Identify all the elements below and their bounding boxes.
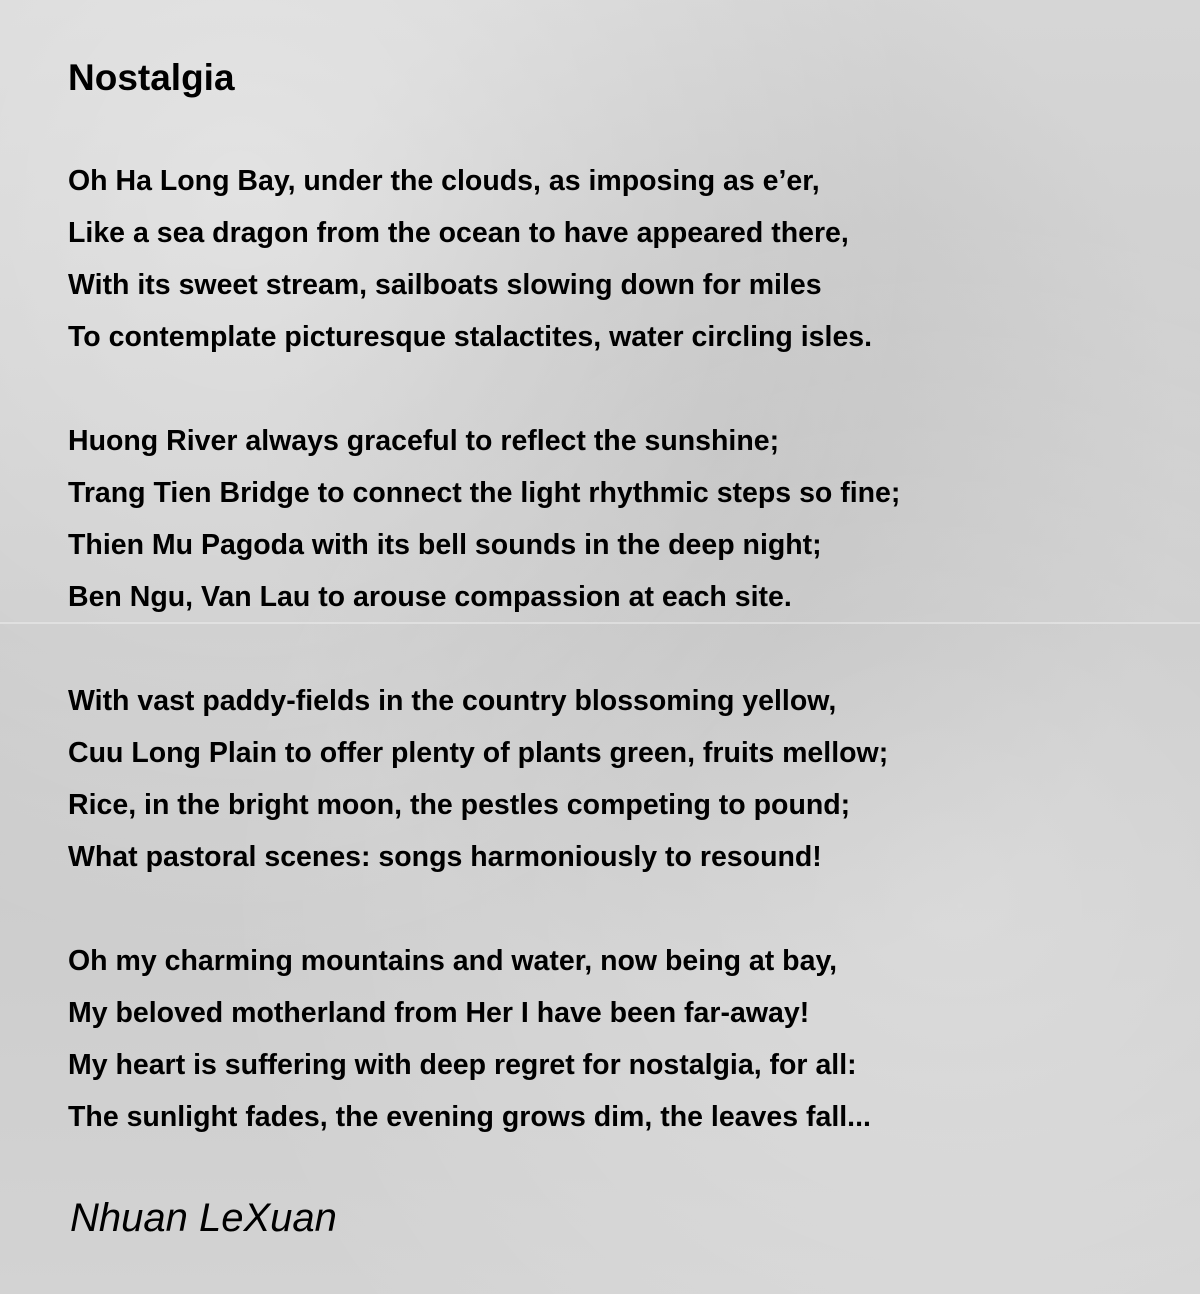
stanza <box>68 675 900 883</box>
poem-line: Cuu Long Plain to offer plenty of plants green, fruits mellow; <box>68 737 889 769</box>
poem-line: The sunlight fades, the evening grows dim, the leaves fall... <box>68 1101 871 1133</box>
poem-line: Thien Mu Pagoda with its bell sounds in the deep night; <box>68 529 822 561</box>
poem-author: Nhuan LeXuan <box>70 1196 337 1240</box>
poem-line: Trang Tien Bridge to connect the light rhythmic steps so fine; <box>68 477 901 509</box>
poem-line: With its sweet stream, sailboats slowing down for miles <box>68 269 822 301</box>
poem-line: Rice, in the bright moon, the pestles competing to pound; <box>68 789 851 821</box>
stanza <box>68 935 900 1143</box>
poem-line: Huong River always graceful to reflect the sunshine; <box>68 425 780 457</box>
stanza <box>68 415 900 623</box>
poem-line: My heart is suffering with deep regret for nostalgia, for all: <box>68 1049 857 1081</box>
poem-line: What pastoral scenes: songs harmoniously to resound! <box>68 841 822 873</box>
poem-line: With vast paddy-fields in the country blossoming yellow, <box>68 685 837 717</box>
poem-body <box>68 155 900 1195</box>
poem-line: My beloved motherland from Her I have been far-away! <box>68 997 810 1029</box>
poem-line: To contemplate picturesque stalactites, water circling isles. <box>68 321 873 353</box>
poem-title: Nostalgia <box>68 57 235 98</box>
stanza <box>68 155 900 363</box>
poem-line: Oh my charming mountains and water, now being at bay, <box>68 945 838 977</box>
poem-line: Like a sea dragon from the ocean to have appeared there, <box>68 217 849 249</box>
poem-line: Oh Ha Long Bay, under the clouds, as imposing as e’er, <box>68 165 820 197</box>
poem-line: Ben Ngu, Van Lau to arouse compassion at each site. <box>68 581 792 613</box>
